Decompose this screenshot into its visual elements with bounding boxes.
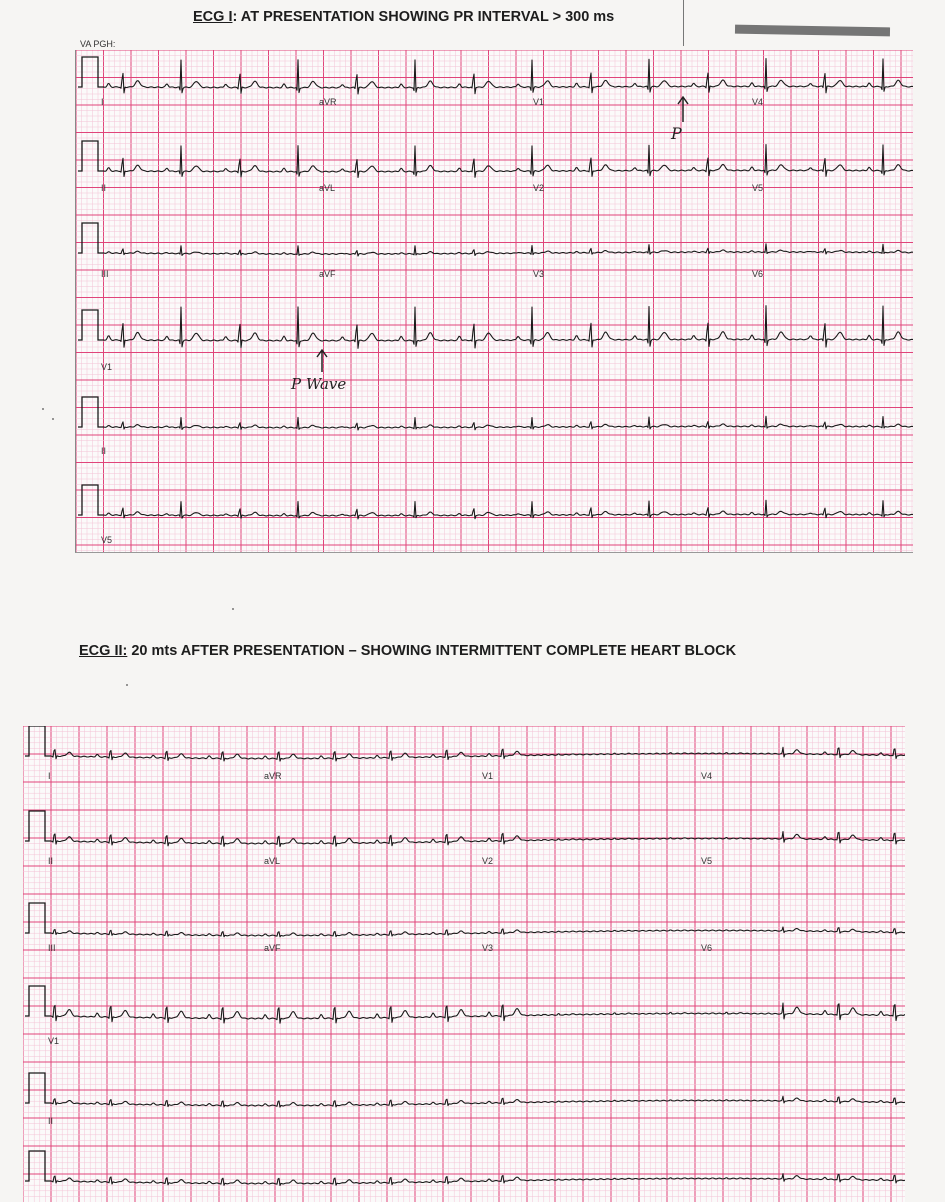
lead-label: V5 (752, 183, 764, 193)
ecg1-strip (75, 50, 913, 553)
ecg-trace (104, 244, 913, 256)
lead-label: I (101, 97, 104, 107)
ecg1-corner-label: VA PGH: (80, 39, 116, 49)
ecg-trace (51, 927, 905, 937)
lead-label: V4 (752, 97, 764, 107)
up-arrow-icon (676, 94, 690, 124)
lead-label: V1 (482, 771, 494, 781)
calibration-pulse (25, 726, 51, 756)
lead-label: III (101, 269, 109, 279)
paper-speck (42, 408, 44, 410)
lead-label: V3 (533, 269, 545, 279)
calibration-pulse (25, 903, 51, 933)
ecg-trace (51, 1096, 905, 1107)
lead-label: V5 (701, 856, 713, 866)
p-annotation-short: P (671, 124, 682, 143)
lead-label: III (48, 943, 56, 953)
lead-label: V6 (701, 943, 713, 953)
lead-label: II (101, 183, 107, 193)
lead-label: aVR (264, 771, 282, 781)
ecg2-heading (79, 643, 736, 659)
lead-label: V2 (482, 856, 494, 866)
lead-label: V5 (101, 535, 113, 545)
ecg-trace (104, 500, 913, 519)
calibration-pulse (25, 1151, 51, 1181)
lead-label: I (48, 771, 51, 781)
paper-speck (232, 608, 234, 610)
p-wave-annotation: P Wave (291, 375, 347, 393)
lead-label: V6 (752, 269, 764, 279)
calibration-pulse (25, 1073, 51, 1103)
calibration-pulse (78, 141, 104, 171)
ecg2-trace-svg (23, 726, 905, 1202)
lead-label: V1 (101, 362, 113, 372)
header-divider-line (683, 0, 684, 46)
ecg-trace (104, 145, 913, 178)
lead-label: aVF (264, 943, 281, 953)
ecg1-heading-text: : AT PRESENTATION SHOWING PR INTERVAL > 300 ms (232, 9, 615, 25)
lead-label: II (48, 856, 54, 866)
paper-speck (52, 418, 54, 420)
lead-label: II (48, 1116, 54, 1126)
up-arrow-icon (315, 348, 329, 374)
paper-speck (126, 684, 128, 686)
lead-label: V1 (533, 97, 545, 107)
lead-label: aVL (264, 856, 281, 866)
lead-label: V4 (701, 771, 713, 781)
ecg-trace (104, 306, 913, 349)
ecg1-trace-svg (76, 50, 913, 552)
calibration-pulse (78, 397, 104, 427)
lead-label: V1 (48, 1036, 60, 1046)
lead-label: aVF (319, 269, 336, 279)
lead-label: aVR (319, 97, 337, 107)
ecg2-heading-text: 20 mts AFTER PRESENTATION – SHOWING INTERMITTENT COMPLETE HEART BLOCK (127, 643, 737, 659)
lead-label: V3 (482, 943, 494, 953)
ecg1-heading-prefix: ECG I (193, 9, 233, 25)
lead-label: II (101, 446, 107, 456)
ecg1-heading (193, 9, 614, 25)
lead-label: aVL (319, 183, 336, 193)
lead-label: V2 (533, 183, 545, 193)
ecg-trace (51, 832, 905, 847)
ecg2-strip (23, 726, 905, 1202)
calibration-pulse (78, 223, 104, 253)
redacted-stamp (735, 25, 890, 37)
ecg2-heading-prefix: ECG II: (79, 643, 128, 659)
